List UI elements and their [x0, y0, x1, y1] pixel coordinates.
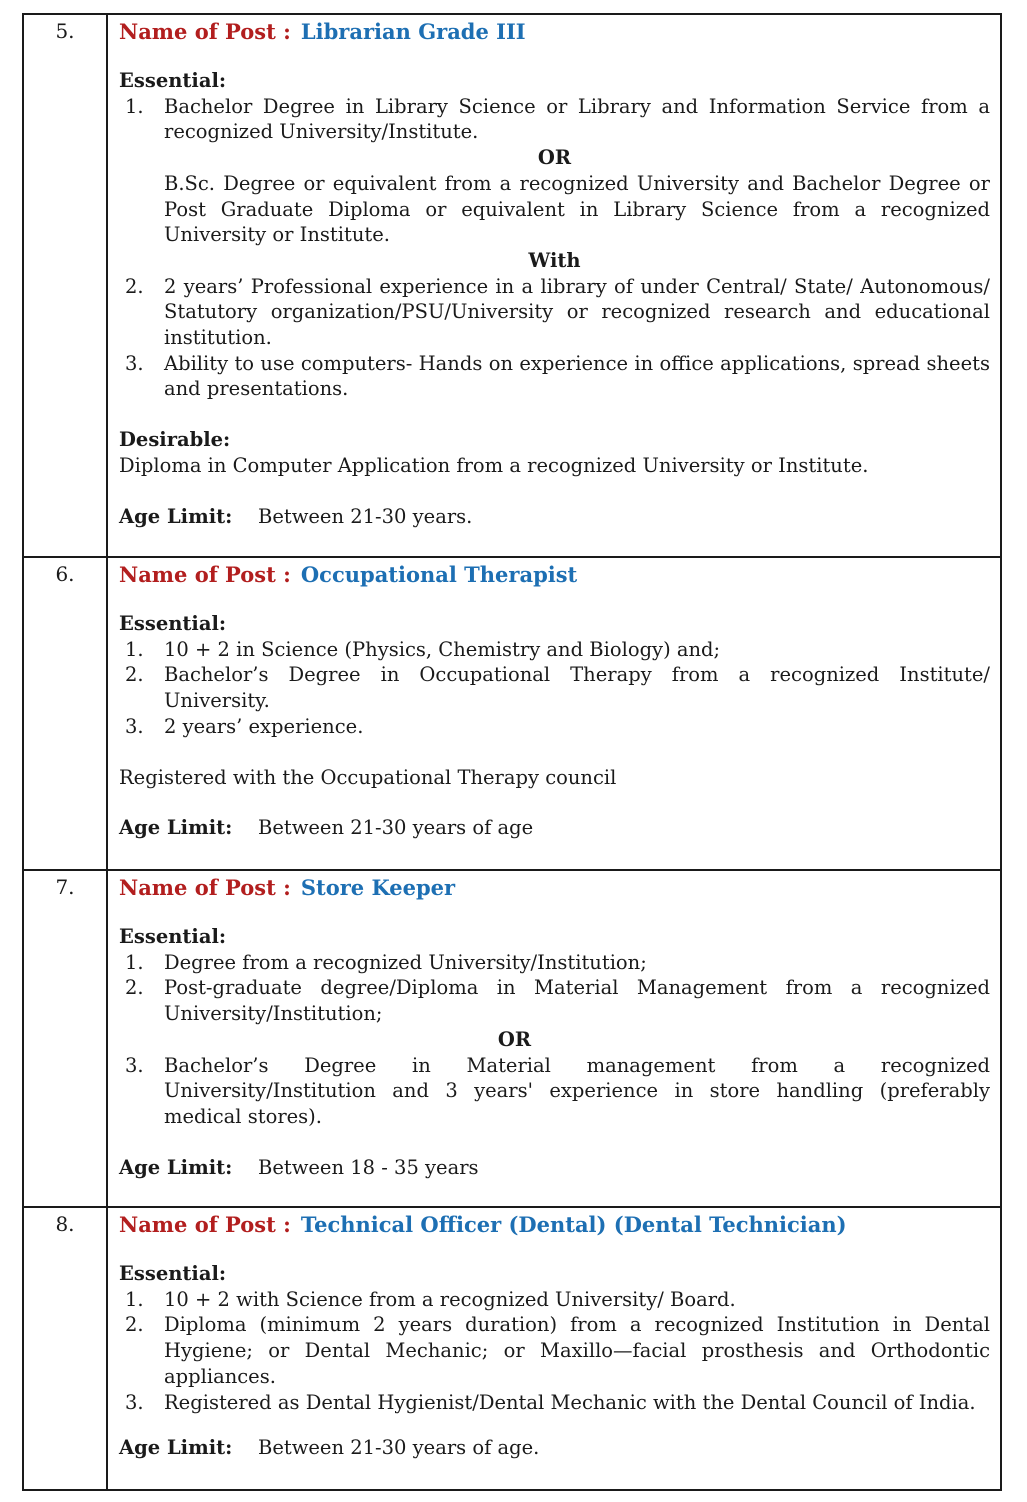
item-text: 2 years’ experience. — [164, 714, 364, 738]
item-number: 2. — [125, 274, 144, 298]
list-item — [119, 950, 990, 976]
age-limit — [119, 815, 990, 841]
list-item — [119, 1312, 990, 1389]
essential-heading: Essential: — [119, 1262, 227, 1285]
age-label: Age Limit: — [119, 1436, 233, 1460]
item-text: Ability to use computers- Hands on experience in office applications, spread sheets and presentations. — [164, 351, 990, 401]
post-row — [24, 15, 1000, 556]
list-item — [119, 662, 990, 713]
item-text: Bachelor’s Degree in Occupational Therapy from a recognized Institute/ University. — [164, 663, 990, 713]
list-item — [119, 1287, 990, 1313]
age-label: Age Limit: — [119, 504, 233, 528]
or-separator: OR — [497, 1027, 532, 1051]
registration-note: Registered with the Occupational Therapy council — [119, 765, 617, 789]
item-number: 3. — [125, 1390, 144, 1414]
essential-heading: Essential: — [119, 612, 227, 635]
item-number: 1. — [125, 1287, 144, 1311]
essential-list — [119, 94, 990, 145]
post-title-line — [119, 1211, 990, 1239]
age-limit — [119, 1435, 990, 1461]
post-name: Occupational Therapist — [300, 562, 578, 587]
age-limit — [119, 1155, 990, 1181]
item-text: 10 + 2 in Science (Physics, Chemistry and Biology) and; — [164, 637, 721, 661]
item-number: 2. — [125, 976, 144, 1000]
posts-table — [22, 13, 1002, 1491]
item-text: Post-graduate degree/Diploma in Material Management from a recognized University/Institution; — [164, 976, 990, 1026]
age-limit — [119, 504, 990, 530]
post-name: Technical Officer (Dental) (Dental Technician) — [300, 1212, 847, 1237]
item-text: Diploma (minimum 2 years duration) from a recognized Institution in Dental Hygiene; or Dental Mechanic; or Maxillo—facial prosthesis and Orthodontic appliances. — [164, 1313, 990, 1388]
with-separator: With — [528, 248, 581, 272]
post-name: Store Keeper — [300, 875, 456, 900]
list-item — [119, 351, 990, 402]
item-number: 2. — [125, 663, 144, 687]
age-label: Age Limit: — [119, 816, 233, 840]
post-label: Name of Post : — [119, 875, 291, 900]
row-number: 5. — [24, 15, 108, 556]
post-label: Name of Post : — [119, 19, 291, 44]
item-text: 10 + 2 with Science from a recognized University/ Board. — [164, 1287, 736, 1311]
alternative-qualification: B.Sc. Degree or equivalent from a recognized University and Bachelor Degree or Post Graduate Diploma or equivalent in Library Science from a recognized University or Institute. — [164, 171, 990, 247]
item-number: 3. — [125, 1053, 144, 1077]
post-details — [108, 871, 1000, 1188]
row-number: 7. — [24, 871, 108, 1206]
age-value: Between 21-30 years of age. — [258, 1436, 540, 1460]
item-text: Degree from a recognized University/Institution; — [164, 950, 647, 974]
list-item — [119, 637, 990, 663]
list-item — [119, 714, 990, 740]
essential-heading: Essential: — [119, 69, 227, 92]
item-number: 1. — [125, 94, 144, 118]
post-details — [108, 15, 1000, 537]
item-number: 1. — [125, 637, 144, 661]
age-value: Between 21-30 years. — [258, 504, 473, 528]
age-label: Age Limit: — [119, 1155, 233, 1179]
age-value: Between 18 - 35 years — [258, 1155, 479, 1179]
post-details — [108, 1208, 1000, 1469]
list-item — [119, 1390, 990, 1416]
essential-list — [119, 1287, 990, 1416]
post-title-line — [119, 561, 990, 589]
item-number: 2. — [125, 1313, 144, 1337]
essential-heading: Essential: — [119, 925, 227, 948]
list-item — [119, 94, 990, 145]
post-label: Name of Post : — [119, 562, 291, 587]
post-name: Librarian Grade III — [300, 19, 526, 44]
post-title-line — [119, 874, 990, 902]
post-row — [24, 1206, 1000, 1489]
item-number: 3. — [125, 714, 144, 738]
desirable-heading: Desirable: — [119, 428, 231, 452]
essential-list-continued — [119, 1053, 990, 1130]
desirable-text: Diploma in Computer Application from a recognized University or Institute. — [119, 453, 869, 477]
row-number: 8. — [24, 1208, 108, 1489]
essential-list-continued — [119, 274, 990, 403]
post-title-line — [119, 18, 990, 46]
age-value: Between 21-30 years of age — [258, 816, 534, 840]
post-label: Name of Post : — [119, 1212, 291, 1237]
item-text: 2 years’ Professional experience in a library of under Central/ State/ Autonomous/ Statutory organization/PSU/University or recognized research and educational institution. — [164, 274, 990, 350]
post-details — [108, 558, 1000, 849]
item-text: Bachelor Degree in Library Science or Library and Information Service from a recognized University/Institute. — [164, 94, 990, 144]
list-item — [119, 975, 990, 1026]
post-row — [24, 556, 1000, 869]
item-text: Registered as Dental Hygienist/Dental Mechanic with the Dental Council of India. — [164, 1390, 976, 1414]
list-item — [119, 274, 990, 351]
item-number: 1. — [125, 950, 144, 974]
item-number: 3. — [125, 351, 144, 375]
item-text: Bachelor’s Degree in Material management from a recognized University/Institution and 3 years' experience in store handling (preferably medical stores). — [164, 1053, 990, 1128]
list-item — [119, 1053, 990, 1130]
essential-list — [119, 637, 990, 740]
row-number: 6. — [24, 558, 108, 869]
post-row — [24, 869, 1000, 1206]
essential-list — [119, 950, 990, 1027]
or-separator: OR — [537, 146, 572, 170]
